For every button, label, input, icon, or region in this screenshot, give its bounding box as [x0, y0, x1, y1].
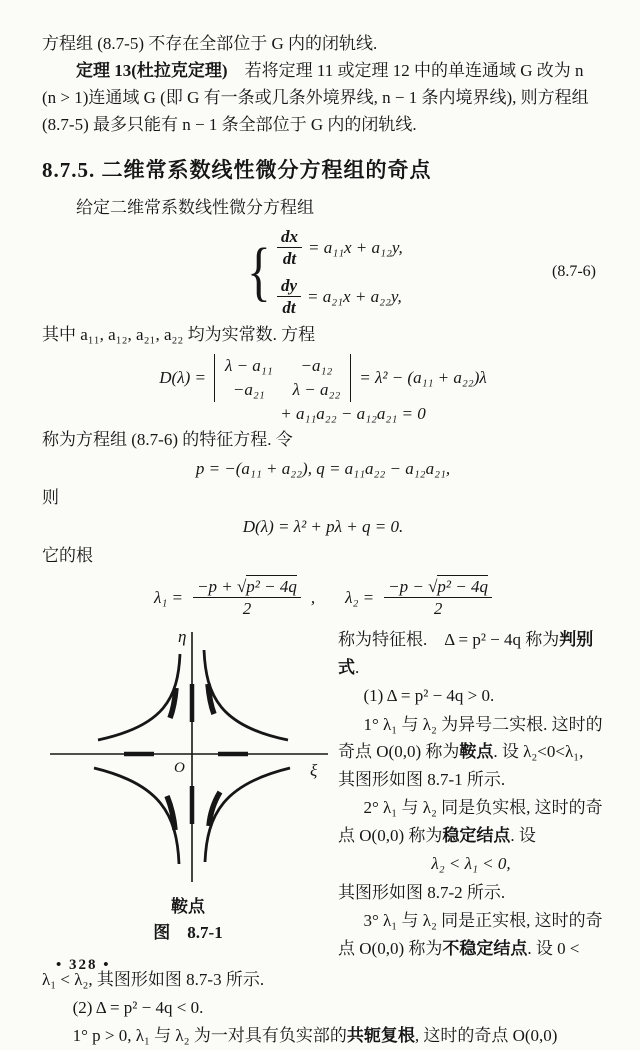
pq-definition-equation: p = −(a₁₁ + a₂₂), q = a₁₁a₂₂ − a₁₂a₂₁,	[195, 459, 451, 479]
case-1-3-unstable-node-paragraph: 3° λ₁ 与 λ₂ 同是正实根, 这时的奇点 O(0,0) 称为不稳定结点. 设 0 <	[338, 911, 603, 958]
lambda2-fraction: $\frac{\text{−p − √p² − 4q}}{2}$	[384, 577, 492, 618]
d-lambda-equation: D(λ) = λ² + pλ + q = 0.	[242, 517, 404, 537]
equation-dy-rhs: = a₂₁x + a₂₂y,	[307, 286, 402, 306]
figure-caption-number: 图 8.7-1	[153, 923, 223, 943]
determinant-rhs-line2: + a₁₁a₂₂ − a₁₂a₂₁ = 0	[280, 404, 426, 424]
equation-dx-rhs: = a₁₁x + a₁₂y,	[307, 237, 403, 257]
bottom-paragraphs	[42, 966, 604, 1050]
determinant-lhs: D(λ) =	[159, 368, 206, 388]
figure-caption-title: 鞍点	[171, 897, 205, 917]
theorem-13-line3: (8.7-5) 最多只能有 n − 1 条全部位于 G 内的闭轨线.	[42, 115, 417, 134]
trajectory-quadrant-4	[205, 768, 290, 862]
theorem-13-line1	[42, 57, 604, 84]
matrix-cell-11: λ − a₁₁	[224, 356, 273, 376]
theorem-13-line1-rest: 若将定理 11 或定理 12 中的单连通域 G 改为 n	[227, 61, 584, 80]
left-brace: {	[247, 235, 272, 309]
case-2-heading: (2) Δ = p² − 4q < 0.	[72, 998, 204, 1018]
discriminant-paragraph: 称为特征根. Δ = p² − 4q 称为判别式.	[338, 630, 594, 677]
paragraph-closing-trajectory: 方程组 (8.7-5) 不存在全部位于 G 内的闭轨线.	[42, 34, 378, 53]
lambda-order-inequality: λ₂ < λ₁ < 0,	[431, 854, 511, 874]
two-column-region	[42, 626, 604, 962]
lambda1-lhs: λ₁ =	[154, 587, 183, 607]
term-saddle-point: 鞍点	[459, 742, 494, 762]
radical-2: √p² − 4q	[428, 577, 488, 597]
case-1-1-saddle-paragraph: 1° λ₁ 与 λ₂ 为异号二实根. 这时的奇点 O(0,0) 称为鞍点. 设 λ₂<0<λ₁, 其图形如图 8.7-1 所示.	[338, 714, 603, 789]
arrow-quadrant-1	[208, 684, 214, 714]
matrix-cell-21: −a₂₁	[232, 380, 265, 400]
equation-label-8-7-6: (8.7-6)	[552, 263, 596, 281]
figure-column	[42, 626, 338, 962]
fraction-dy-dt: $\frac{dy}{dt}$	[277, 276, 301, 317]
equation-dy-dt	[277, 276, 403, 317]
term-stable-node: 稳定结点	[442, 825, 511, 845]
theorem-13-line2: (n > 1)连通域 G (即 G 有一条或几条外境界线, n − 1 条内境界线), 则方程组	[42, 88, 589, 107]
system-intro: 给定二维常系数线性微分方程组	[76, 198, 314, 217]
determinant-matrix	[214, 354, 351, 402]
trajectory-quadrant-2	[98, 654, 180, 740]
equation-dx-dt	[277, 227, 403, 268]
coefficients-paragraph: 其中 a₁₁, a₁₂, a₂₁, a₂₂ 均为实常数. 方程	[42, 325, 316, 345]
its-roots-paragraph: 它的根	[42, 546, 93, 566]
case-1-heading: (1) Δ = p² − 4q > 0.	[363, 686, 495, 706]
case-2-1-complex-roots-paragraph: 1° p > 0, λ₁ 与 λ₂ 为一对具有负实部的共轭复根, 这时的奇点 O(0,0)	[72, 1026, 558, 1046]
lambda2-lhs: λ₂ =	[345, 587, 375, 607]
figure-8-7-2-reference: 其图形如图 8.7-2 所示.	[338, 882, 506, 902]
origin-label: O	[174, 760, 185, 777]
figure-8-7-3-reference-line: λ₁ < λ₂, 其图形如图 8.7-3 所示.	[42, 970, 265, 990]
characteristic-naming-paragraph: 称为方程组 (8.7-6) 的特征方程. 令	[42, 430, 293, 450]
right-text-column	[338, 626, 604, 962]
trajectory-quadrant-3	[94, 768, 179, 864]
lambda1-fraction: $\frac{\text{−p + √p² − 4q}}{2}$	[193, 577, 301, 618]
eta-axis-label: η	[178, 627, 187, 647]
term-discriminant: 判别式	[338, 630, 594, 677]
equation-system-8-7-6	[42, 227, 604, 317]
radical-1: √p² − 4q	[236, 577, 297, 597]
term-unstable-node: 不稳定结点	[442, 938, 528, 958]
determinant-rhs-line1: = λ² − (a₁₁ + a₂₂)λ	[359, 368, 487, 388]
trajectory-quadrant-1	[204, 650, 288, 740]
matrix-cell-12: −a₁₂	[300, 356, 333, 376]
xi-axis-label: ξ	[310, 761, 318, 781]
term-conjugate-complex-roots: 共轭复根	[346, 1026, 415, 1046]
then-word: 则	[42, 488, 59, 508]
roots-comma: ,	[310, 587, 316, 607]
characteristic-roots-formula	[42, 577, 604, 618]
theorem-13-paragraph	[42, 57, 604, 138]
determinant-equation	[42, 354, 604, 424]
case-1-2-stable-node-paragraph: 2° λ₁ 与 λ₂ 同是负实根, 这时的奇点 O(0,0) 称为稳定结点. 设	[338, 798, 603, 845]
matrix-cell-22: λ − a₂₂	[292, 380, 341, 400]
phase-portrait-figure	[42, 626, 334, 945]
page-number: • 328 •	[56, 957, 111, 973]
theorem-13-title: 定理 13(杜拉克定理)	[76, 61, 228, 80]
section-heading: 8.7.5. 二维常系数线性微分方程组的奇点	[42, 158, 432, 182]
saddle-phase-portrait-svg	[42, 626, 334, 888]
fraction-dx-dt: $\frac{dx}{dt}$	[277, 227, 302, 268]
